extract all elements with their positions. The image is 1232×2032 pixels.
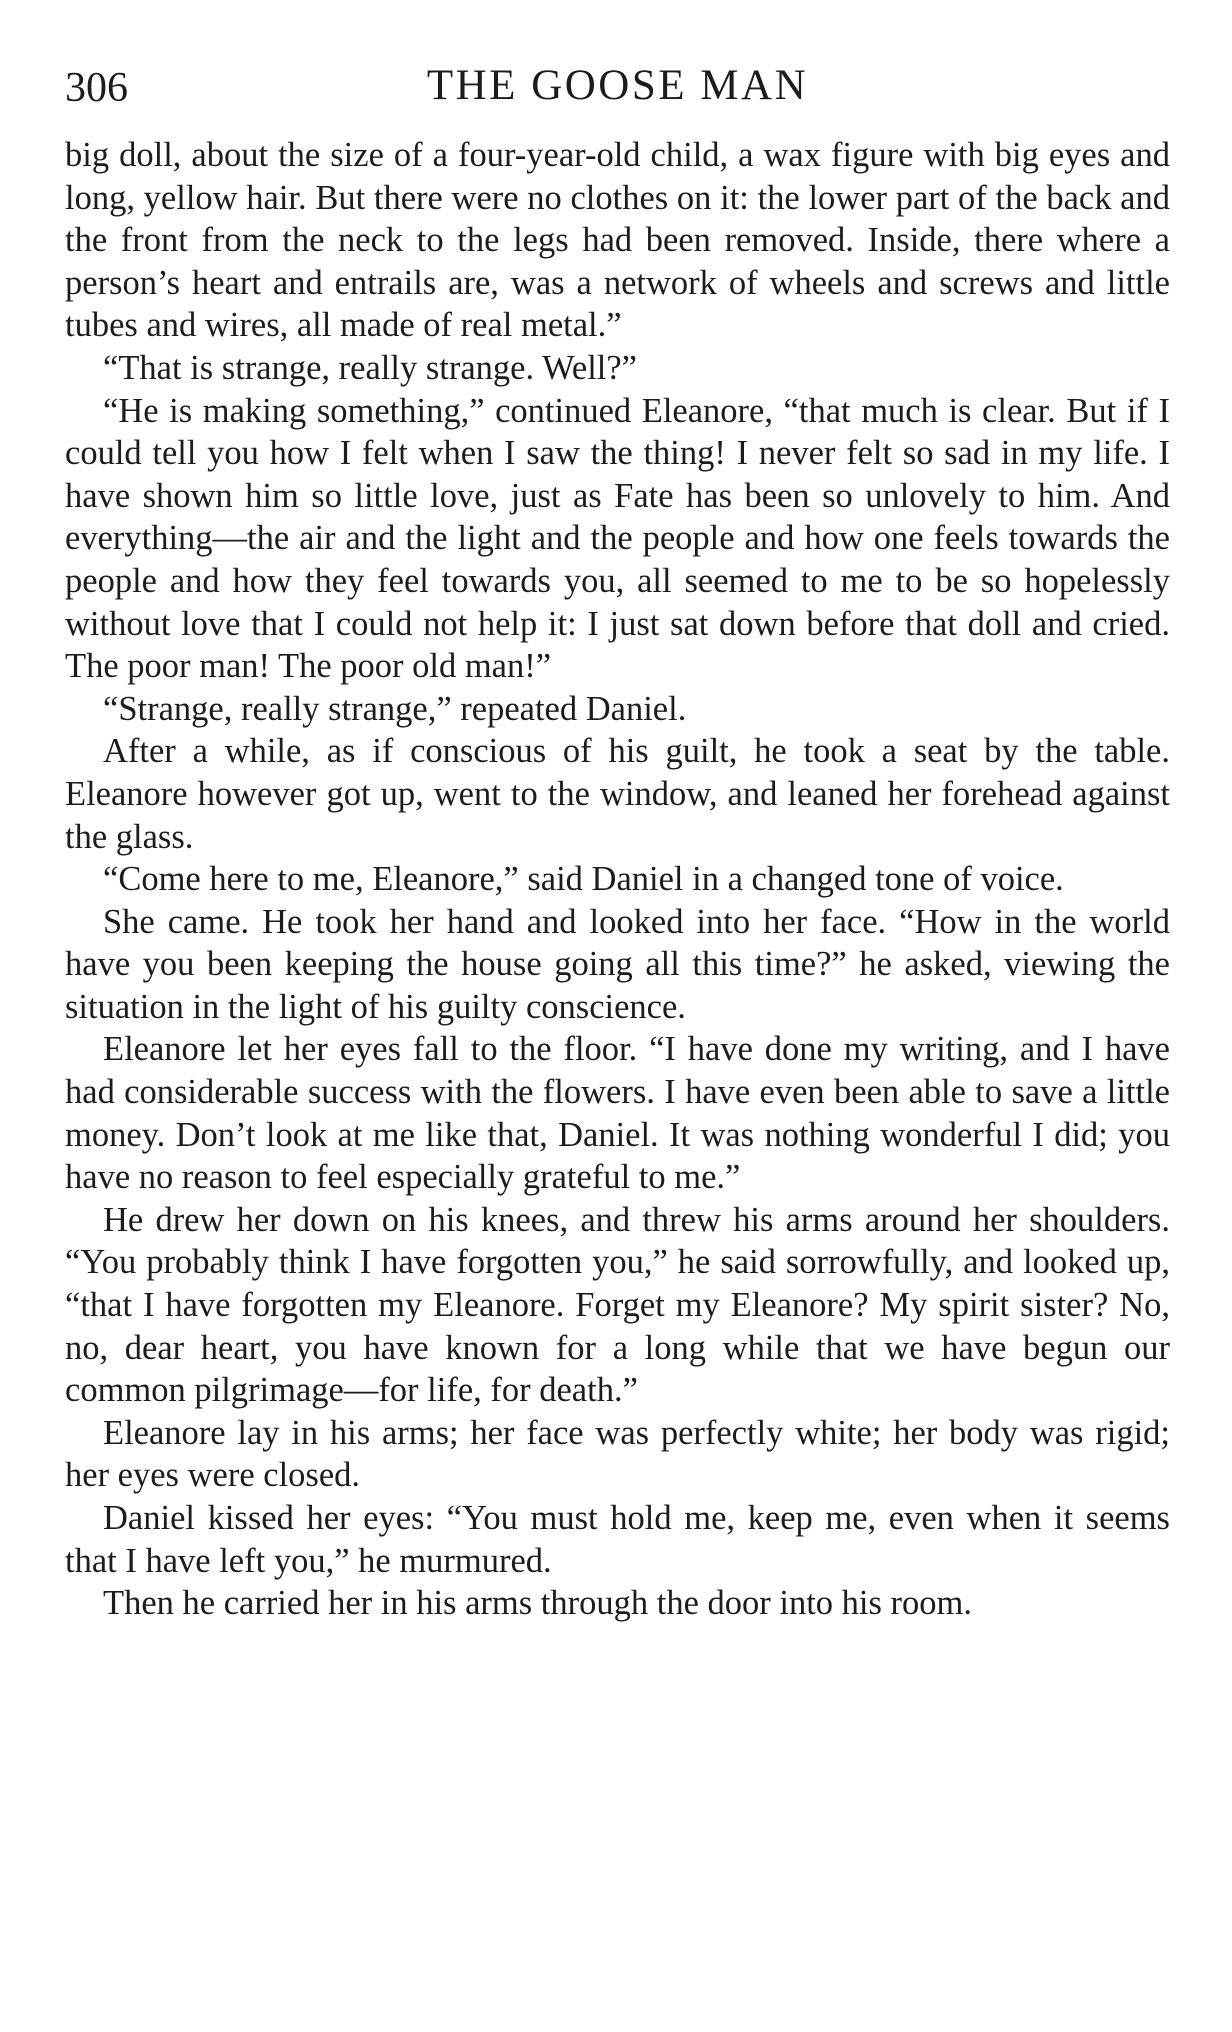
- running-head: [65, 48, 1170, 120]
- paragraph-she-came: She came. He took her hand and looked into her face. “How in the world have you been keeping the house going all this time?” he asked, viewing the situation in the light of his guilty conscience.: [65, 902, 1170, 1026]
- book-page: [65, 48, 1170, 1998]
- paragraph-carried-to-room: Then he carried her in his arms through the door into his room.: [103, 1584, 973, 1623]
- paragraph-writing-flowers: Eleanore let her eyes fall to the floor. “I have done my writing, and I have had considerable success with the flowers. I have even been able to save a little money. Don’t look at me like that, Daniel. It was nothing wonderful I did; you have no reason to feel especially grateful to me.”: [65, 1030, 1170, 1197]
- body-text: [65, 134, 1170, 1625]
- paragraph-seat-by-table: After a while, as if conscious of his guilt, he took a seat by the table. Eleanore however got up, went to the window, and leaned her forehead against the glass.: [65, 732, 1170, 856]
- paragraph-doll-description: big doll, about the size of a four-year-old child, a wax figure with big eyes and long, yellow hair. But there were no clothes on it: the lower part of the back and the front from the neck to the legs had been removed. Inside, there where a person’s heart and entrails are, was a network of wheels and screws and little tubes and wires, all made of real metal.”: [65, 136, 1170, 345]
- book-title: THE GOOSE MAN: [426, 62, 809, 109]
- paragraph-come-here: “Come here to me, Eleanore,” said Daniel in a changed tone of voice.: [103, 860, 1064, 899]
- paragraph-eleanore-cried: “He is making something,” continued Eleanore, “that much is clear. But if I could tell you how I felt when I saw the thing! I never felt so sad in my life. I have shown him so little love, just as Fate has been so unlovely to him. And everything—the air and the light and the people and how one feels towards the people and how they feel towards you, all seemed to me to be so hopelessly without love that I could not help it: I just sat down before that doll and cried. The poor man! The poor old man!”: [65, 391, 1170, 686]
- paragraph-kissed-eyes: Daniel kissed her eyes: “You must hold me, keep me, even when it seems that I have left you,” he murmured.: [65, 1499, 1170, 1580]
- page-number: 306: [65, 65, 128, 111]
- paragraph-strange-well: “That is strange, really strange. Well?”: [103, 348, 637, 387]
- paragraph-eleanore-rigid: Eleanore lay in his arms; her face was perfectly white; her body was rigid; her eyes were closed.: [65, 1413, 1170, 1495]
- paragraph-repeated-daniel: “Strange, really strange,” repeated Daniel.: [103, 689, 687, 728]
- paragraph-spirit-sister: He drew her down on his knees, and threw his arms around her shoulders. “You probably think I have forgotten you,” he said sorrowfully, and looked up, “that I have forgotten my Eleanore. Forget my Eleanore? My spirit sister? No, no, dear heart, you have known for a long while that we have begun our common pilgrimage—for life, for death.”: [65, 1200, 1170, 1410]
